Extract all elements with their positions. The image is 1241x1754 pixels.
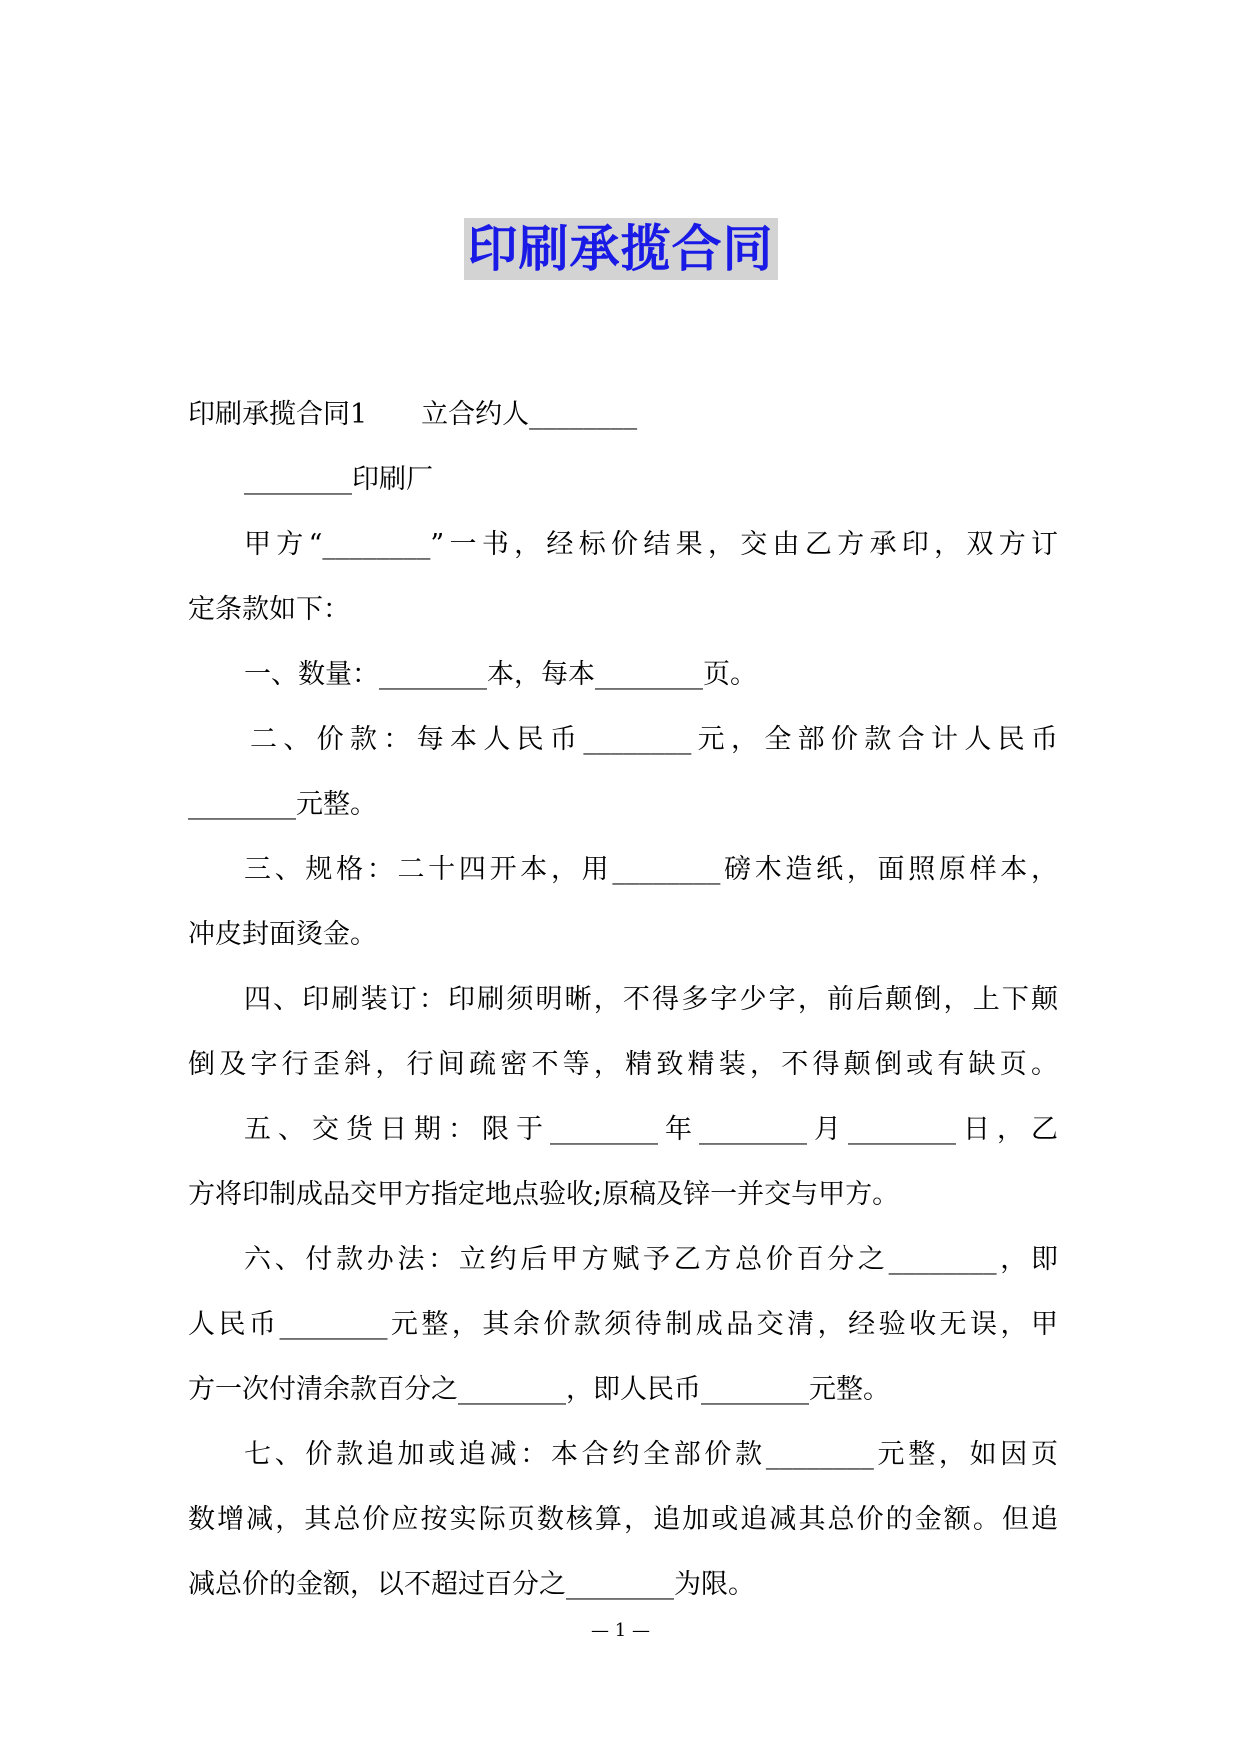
document-title: 印刷承揽合同	[464, 218, 778, 280]
document-body	[188, 382, 1058, 1617]
paragraph-line: 人民币________元整，其余价款须待制成品交清，经验收无误，甲	[188, 1309, 1058, 1340]
paragraph-line: 七、价款追加或追减：本合约全部价款________元整，如因页	[244, 1439, 1058, 1470]
paragraph-line: 冲皮封面烫金。	[188, 919, 377, 950]
paragraph-line: 倒及字行歪斜，行间疏密不等，精致精装，不得颠倒或有缺页。	[188, 1049, 1058, 1080]
paragraph-line: 定条款如下：	[188, 594, 350, 625]
paragraph-line: 三、规格：二十四开本，用________磅木造纸，面照原样本，	[244, 854, 1058, 885]
paragraph-line: 一、数量：________本，每本________页。	[244, 659, 757, 690]
paragraph-line: 方将印制成品交甲方指定地点验收;原稿及锌一并交与甲方。	[188, 1179, 900, 1210]
paragraph-line: 二、价款：每本人民币________元，全部价款合计人民币	[250, 724, 1058, 755]
paragraph-line: ________元整。	[188, 789, 377, 820]
paragraph-line: ________印刷厂	[244, 464, 433, 495]
paragraph-line: 印刷承揽合同1 立合约人________	[188, 399, 638, 430]
paragraph-line: 甲方“________”一书，经标价结果，交由乙方承印，双方订	[244, 529, 1058, 560]
paragraph-line: 方一次付清余款百分之________，即人民币________元整。	[188, 1374, 890, 1405]
paragraph-line: 减总价的金额，以不超过百分之________为限。	[188, 1569, 755, 1600]
paragraph-line: 四、印刷装订：印刷须明晰，不得多字少字，前后颠倒，上下颠	[244, 984, 1058, 1015]
title-container	[0, 218, 1241, 280]
page-number: — 1 —	[591, 1620, 650, 1641]
paragraph-line: 五、交货日期：限于________年________月________日，乙	[244, 1114, 1058, 1145]
paragraph-line: 数增减，其总价应按实际页数核算，追加或追减其总价的金额。但追	[188, 1504, 1058, 1535]
paragraph-line: 六、付款办法：立约后甲方赋予乙方总价百分之________，即	[244, 1244, 1058, 1275]
